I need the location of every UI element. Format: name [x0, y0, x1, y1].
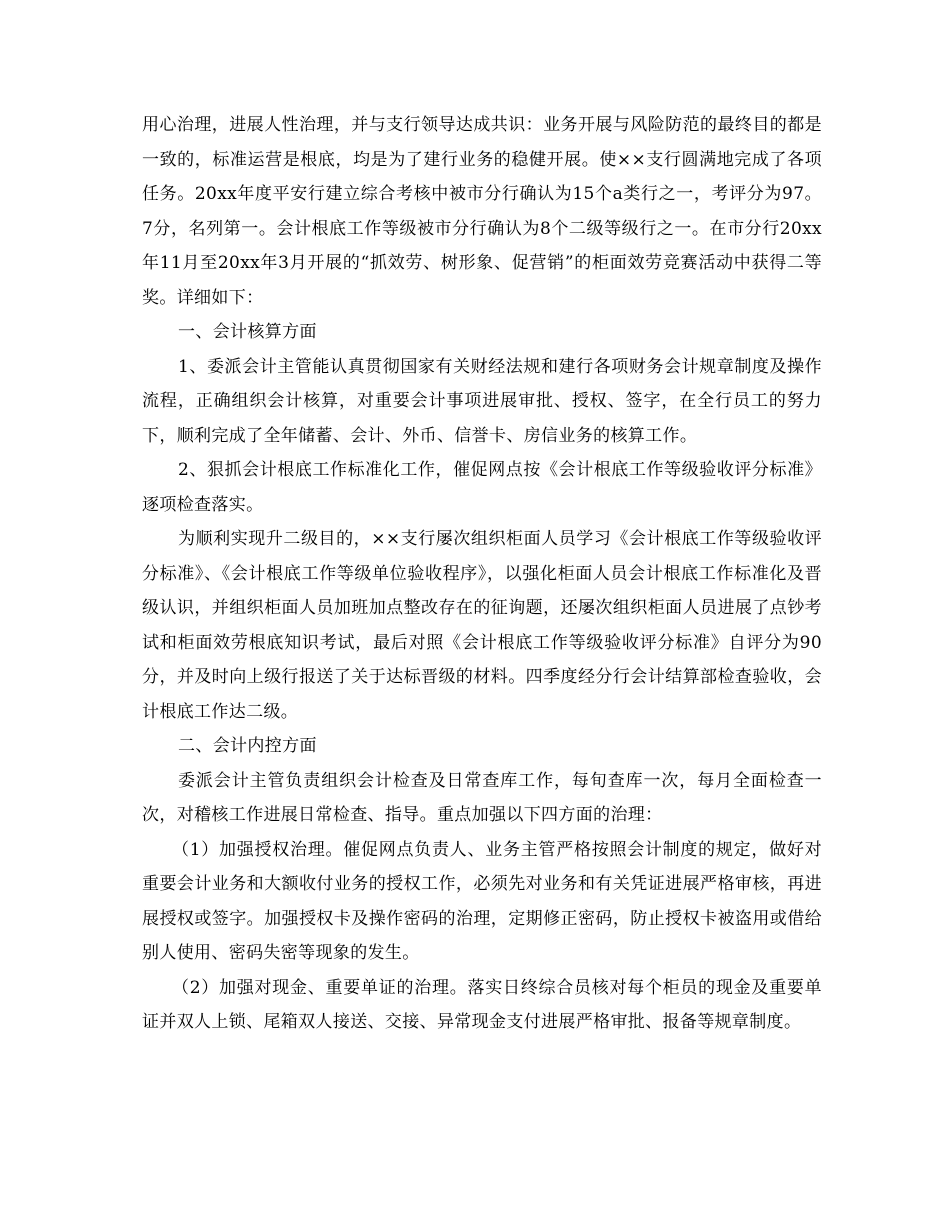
paragraph-item-1: 1、委派会计主管能认真贯彻国家有关财经法规和建行各项财务会计规章制度及操作流程，正确组织会计核算，对重要会计事项进展审批、授权、签字，在全行员工的努力下，顺利完成了全年储蓄、会计、外币、信誉卡、房信业务的核算工作。 — [142, 356, 822, 446]
section-heading-internal-control: 二、会计内控方面 — [178, 736, 317, 756]
paragraph-cash-management: （2）加强对现金、重要单证的治理。落实日终综合员核对每个柜员的现金及重要单证并双人上锁、尾箱双人接送、交接、异常现金支付进展严格审批、报备等规章制度。 — [142, 977, 822, 1032]
paragraph-intro: 用心治理，进展人性治理，并与支行领导达成共识：业务开展与风险防范的最终目的都是一致的，标准运营是根底，均是为了建行业务的稳健开展。使××支行圆满地完成了各项任务。20xx年度平安行建立综合考核中被市分行确认为15个a类行之一，考评分为97。7分，名列第一。会计根底工作等级被市分行确认为8个二级等级行之一。在市分行20xx年11月至20xx年3月开展的“抓效劳、树形象、促营销”的柜面效劳竞赛活动中获得二等奖。详细如下： — [142, 115, 822, 308]
paragraph-authorization: （1）加强授权治理。催促网点负责人、业务主管严格按照会计制度的规定，做好对重要会计业务和大额收付业务的授权工作，必须先对业务和有关凭证进展严格审核，再进展授权或签字。加强授权卡及操作密码的治理，定期修正密码，防止授权卡被盗用或借给别人使用、密码失密等现象的发生。 — [142, 839, 822, 963]
paragraph-upgrade: 为顺利实现升二级目的，××支行屡次组织柜面人员学习《会计根底工作等级验收评分标准》、《会计根底工作等级单位验收程序》，以强化柜面人员会计根底工作标准化及晋级认识，并组织柜面人员加班加点整改存在的征询题，还屡次组织柜面人员进展了点钞考试和柜面效劳根底知识考试，最后对照《会计根底工作等级验收评分标准》自评分为90分，并及时向上级行报送了关于达标晋级的材料。四季度经分行会计结算部检查验收，会计根底工作达二级。 — [142, 529, 822, 722]
document-body — [142, 108, 822, 1040]
paragraph-item-2: 2、狠抓会计根底工作标准化工作，催促网点按《会计根底工作等级验收评分标准》逐项检查落实。 — [142, 460, 822, 515]
section-heading-accounting: 一、会计核算方面 — [178, 322, 317, 342]
paragraph-internal-control: 委派会计主管负责组织会计检查及日常查库工作，每旬查库一次，每月全面检查一次，对稽核工作进展日常检查、指导。重点加强以下四方面的治理： — [142, 770, 822, 825]
